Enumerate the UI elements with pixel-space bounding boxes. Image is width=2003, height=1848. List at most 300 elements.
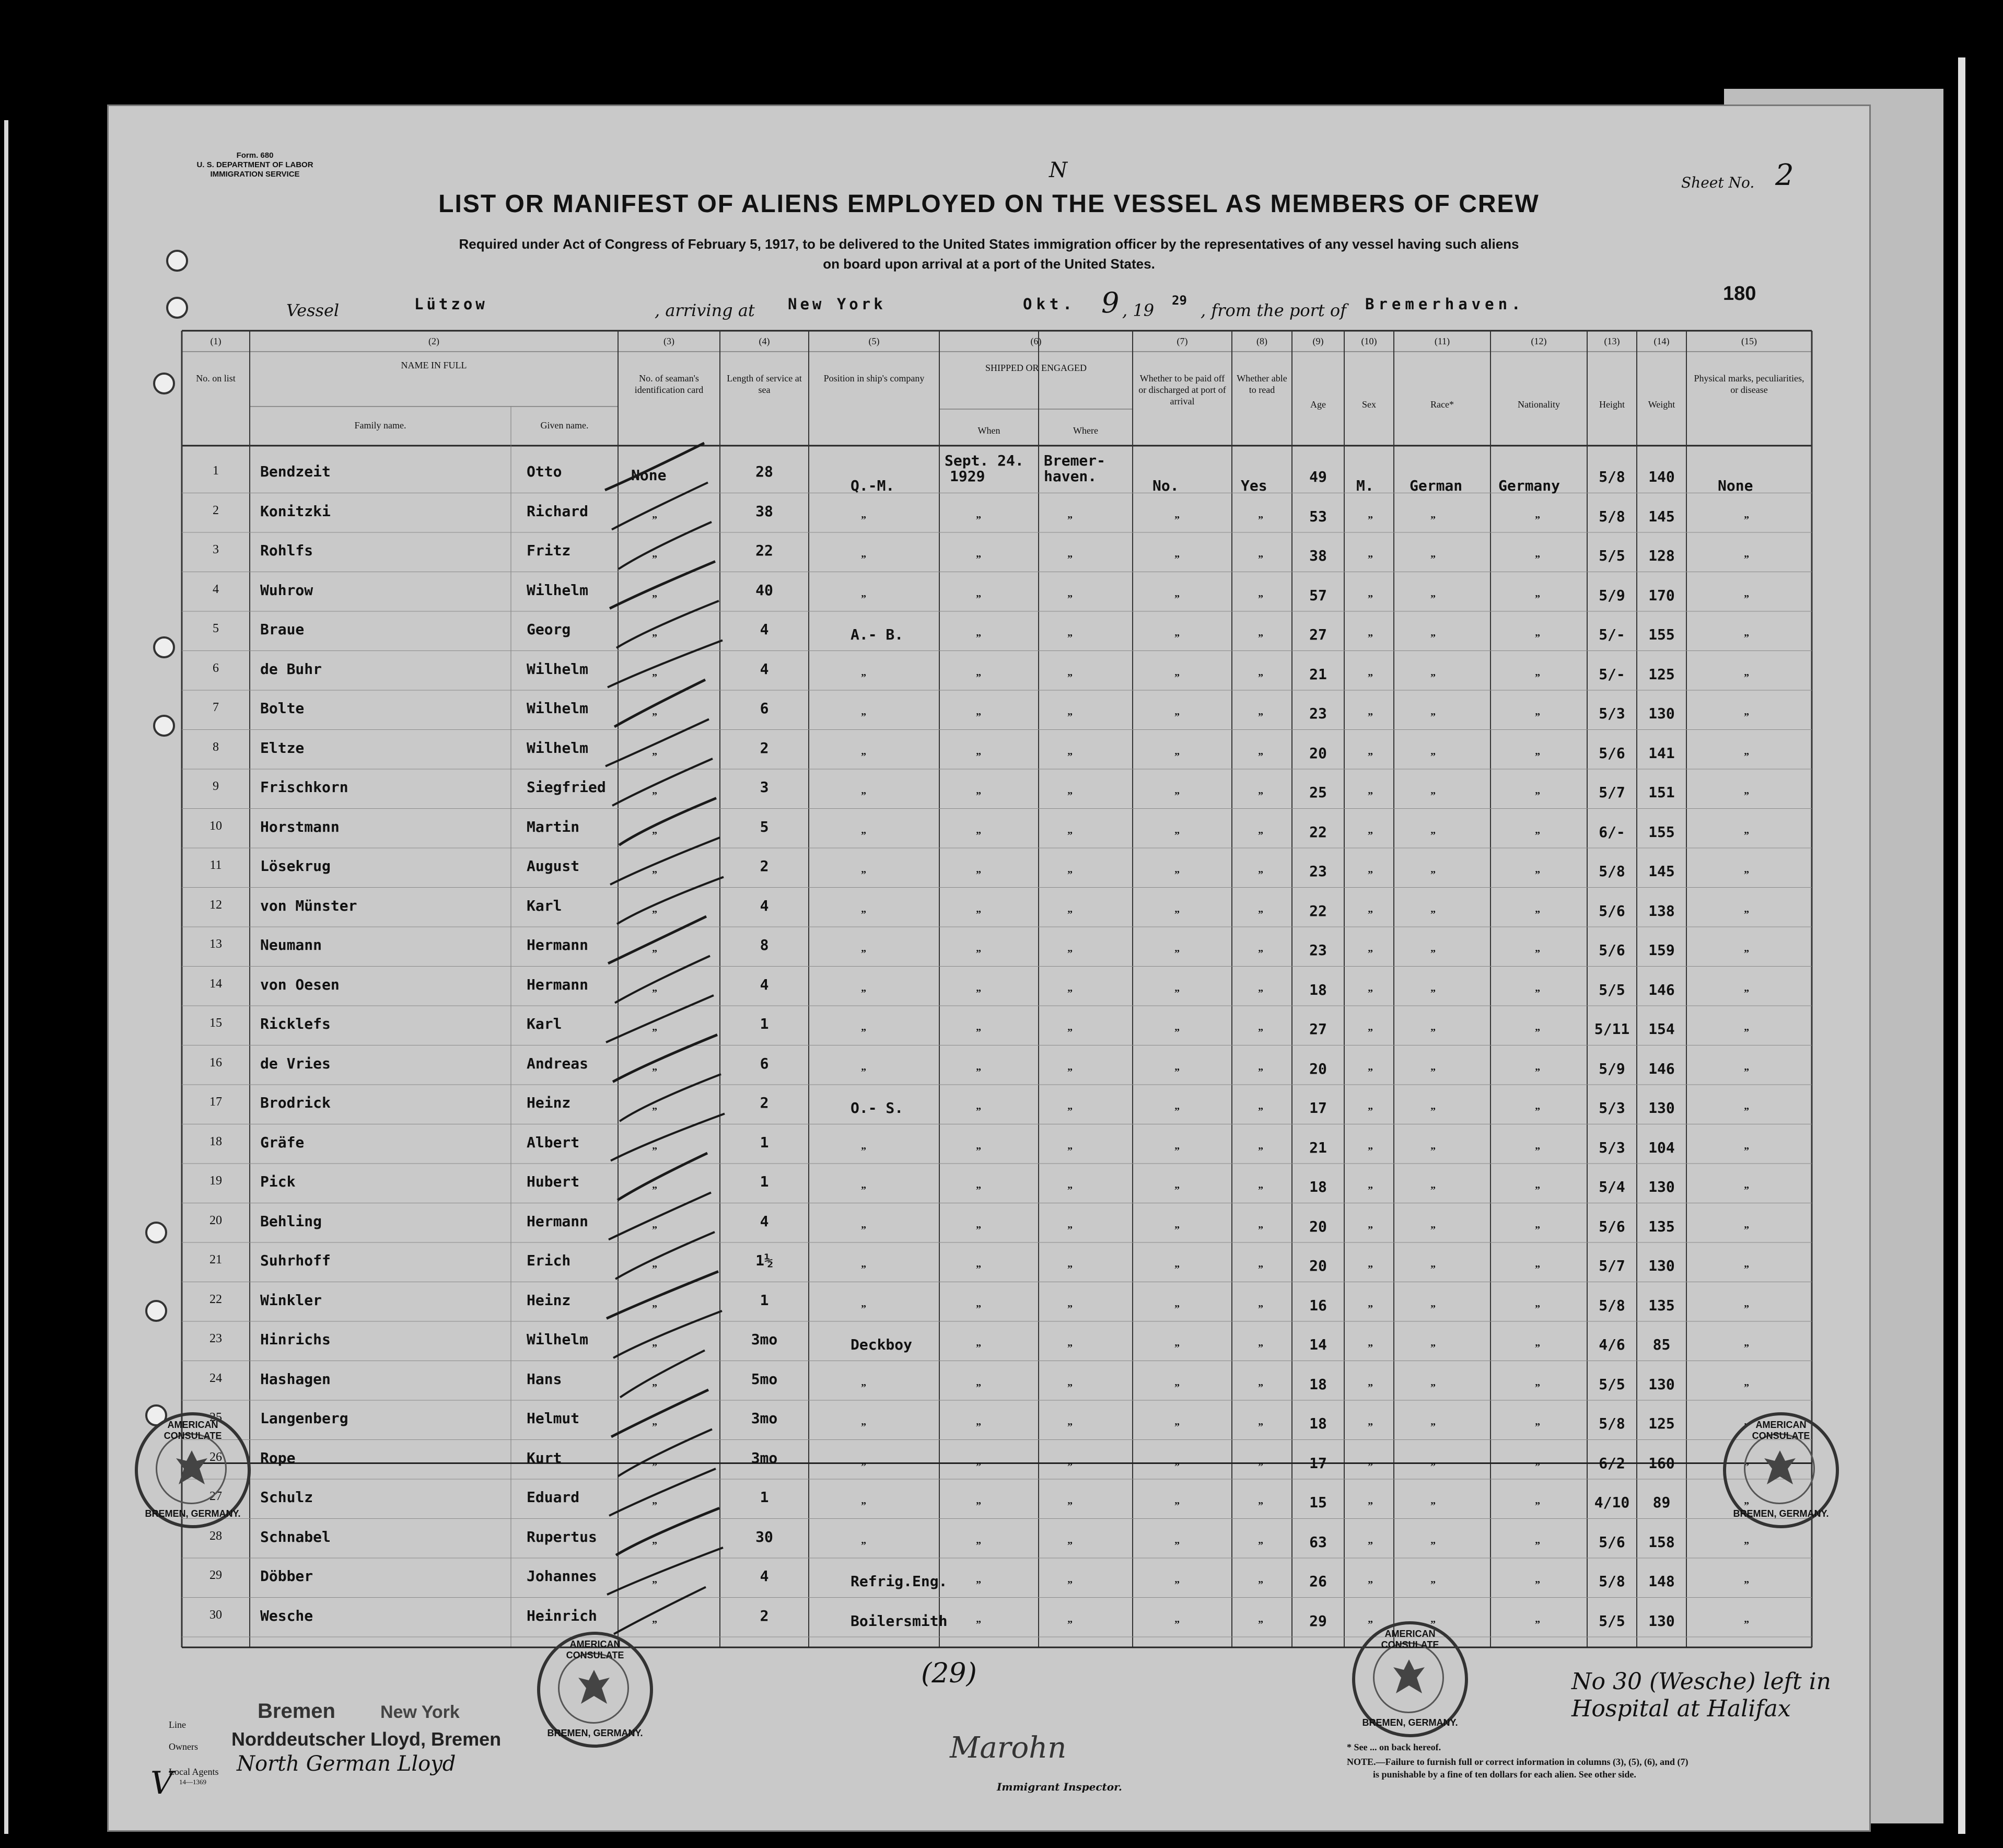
- ditto-mark: ”: [1174, 671, 1180, 683]
- age: 53: [1309, 507, 1327, 525]
- column-header: Height: [1599, 399, 1625, 410]
- ditto-mark: ”: [1174, 553, 1180, 565]
- ditto-mark: ”: [1258, 750, 1263, 762]
- check-stroke: [614, 680, 705, 727]
- ditto-mark: ”: [652, 553, 657, 565]
- ditto-mark: ”: [1535, 1224, 1540, 1236]
- ditto-mark: ”: [976, 1184, 981, 1196]
- ditto-mark: ”: [1368, 553, 1373, 565]
- ditto-mark: ”: [1430, 1381, 1436, 1393]
- family-name: Ricklefs: [260, 1015, 331, 1032]
- weight: 145: [1648, 863, 1675, 880]
- age: 49: [1309, 468, 1327, 485]
- ditto-mark: ”: [1067, 671, 1073, 683]
- ditto-mark: ”: [1368, 1303, 1373, 1315]
- shipped-where-subheader: Where: [1073, 425, 1098, 436]
- ditto-mark: ”: [976, 1027, 981, 1038]
- ditto-mark: ”: [976, 948, 981, 959]
- given-name: Helmut: [527, 1410, 580, 1427]
- ditto-mark: ”: [1174, 1224, 1180, 1236]
- consulate-stamp: [1352, 1618, 1468, 1737]
- ditto-mark: ”: [1067, 632, 1073, 644]
- family-name: Hinrichs: [260, 1331, 331, 1348]
- row-number: 3: [213, 543, 219, 556]
- ditto-mark: ”: [1174, 790, 1180, 801]
- ditto-mark: ”: [1430, 1460, 1436, 1472]
- ditto-mark: ”: [1744, 514, 1749, 526]
- ditto-mark: ”: [1535, 632, 1540, 644]
- ditto-mark: ”: [976, 1579, 981, 1590]
- age: 17: [1309, 1454, 1327, 1472]
- column-header: Position in ship's company: [823, 373, 925, 383]
- ditto-mark: ”: [1368, 750, 1373, 762]
- ditto-mark: ”: [861, 1224, 866, 1236]
- given-name: Erich: [527, 1252, 571, 1269]
- ditto-mark: ”: [1368, 1539, 1373, 1551]
- ditto-mark: ”: [1174, 592, 1180, 605]
- age: 63: [1309, 1533, 1327, 1551]
- ditto-mark: ”: [1067, 1066, 1073, 1078]
- given-name: Karl: [527, 897, 562, 914]
- ditto-mark: ”: [861, 671, 866, 683]
- stamp-top-text: AMERICAN CONSULATE: [566, 1639, 624, 1660]
- ditto-mark: ”: [976, 514, 981, 526]
- manifest-sheet: [107, 104, 1871, 1832]
- ditto-mark: ”: [1368, 869, 1373, 880]
- ditto-mark: ”: [1744, 592, 1749, 605]
- age: 21: [1309, 665, 1327, 683]
- given-name: August: [527, 857, 580, 875]
- height: 5/5: [1599, 981, 1625, 998]
- ditto-mark: ”: [1535, 1618, 1540, 1630]
- height: 5/6: [1599, 902, 1625, 920]
- ditto-mark: ”: [1535, 1184, 1540, 1196]
- row-number: 17: [209, 1095, 222, 1109]
- check-stroke: [611, 1390, 708, 1437]
- ditto-mark: ”: [861, 869, 866, 880]
- height: 5/5: [1599, 547, 1625, 564]
- ditto-mark: ”: [1174, 1263, 1180, 1275]
- height: 5/6: [1599, 1533, 1625, 1551]
- check-marks-overlay: [109, 106, 1869, 1830]
- ditto-mark: ”: [1258, 514, 1263, 526]
- length-of-service: 2: [760, 739, 769, 757]
- ditto-mark: ”: [976, 750, 981, 762]
- ship-position: A.- B.: [851, 626, 904, 643]
- ditto-mark: ”: [1067, 1027, 1073, 1038]
- check-stroke: [619, 798, 716, 845]
- arrival-month: Okt.: [1023, 295, 1076, 313]
- age: 38: [1309, 547, 1327, 564]
- weight: 145: [1648, 507, 1675, 525]
- ditto-mark: ”: [652, 1027, 657, 1038]
- row-number: 15: [209, 1016, 222, 1030]
- given-name: Johannes: [527, 1567, 597, 1585]
- ditto-mark: ”: [861, 790, 866, 801]
- ditto-mark: ”: [1174, 1579, 1180, 1590]
- ditto-mark: ”: [1174, 632, 1180, 644]
- right-edge-strip: [1958, 57, 1965, 1834]
- length-of-service: 2: [760, 1607, 769, 1624]
- family-name: Braue: [260, 621, 305, 638]
- ditto-mark: ”: [1174, 908, 1180, 920]
- column-header: No. on list: [196, 373, 236, 383]
- given-name: Wilhelm: [527, 739, 589, 757]
- ditto-mark: ”: [1368, 632, 1373, 644]
- local-agents-value: North German Lloyd: [237, 1752, 456, 1776]
- ditto-mark: ”: [1174, 1381, 1180, 1393]
- ditto-mark: ”: [1067, 1106, 1073, 1117]
- ditto-mark: ”: [1067, 1145, 1073, 1157]
- weight: 130: [1648, 705, 1675, 722]
- ditto-mark: ”: [861, 711, 866, 723]
- weight: 154: [1648, 1020, 1675, 1038]
- family-name: Suhrhoff: [260, 1252, 331, 1269]
- stamp-bottom-text: BREMEN, GERMANY.: [1733, 1508, 1829, 1519]
- ditto-mark: ”: [1535, 1066, 1540, 1078]
- ditto-mark: ”: [1258, 1184, 1263, 1196]
- ditto-mark: ”: [1744, 671, 1749, 683]
- ditto-mark: ”: [1067, 869, 1073, 880]
- age: 25: [1309, 784, 1327, 801]
- ditto-mark: ”: [976, 1066, 981, 1078]
- ship-position: Deckboy: [851, 1336, 913, 1353]
- eagle-seal-icon: [576, 1667, 612, 1709]
- ditto-mark: ”: [1258, 1460, 1263, 1472]
- weight: 158: [1648, 1533, 1675, 1551]
- ditto-mark: ”: [861, 987, 866, 999]
- ditto-mark: ”: [1258, 553, 1263, 565]
- ditto-mark: ”: [861, 948, 866, 959]
- row-number: 28: [209, 1529, 222, 1543]
- ship-position: O.- S.: [851, 1099, 904, 1117]
- stamp-bottom-text: BREMEN, GERMANY.: [1362, 1717, 1458, 1728]
- ditto-mark: ”: [652, 1500, 657, 1512]
- length-of-service: 38: [755, 502, 773, 520]
- family-name: Pick: [260, 1173, 296, 1190]
- shipped-where-row1-line1: Bremer-: [1044, 452, 1106, 469]
- consulate-stamp: [1723, 1412, 1839, 1528]
- length-of-service: 3mo: [751, 1331, 778, 1348]
- ditto-mark: ”: [976, 1500, 981, 1512]
- column-number: (15): [1741, 336, 1757, 346]
- sheet-number: 2: [1775, 158, 1794, 192]
- ditto-mark: ”: [1744, 1539, 1749, 1551]
- ditto-mark: ”: [1174, 750, 1180, 762]
- ditto-mark: ”: [861, 1381, 866, 1393]
- ditto-mark: ”: [1368, 829, 1373, 841]
- stamp-top-text: AMERICAN CONSULATE: [164, 1420, 222, 1441]
- row-number: 22: [209, 1292, 222, 1306]
- ditto-mark: ”: [1067, 1303, 1073, 1315]
- length-of-service: 22: [755, 542, 773, 559]
- ditto-mark: ”: [1174, 514, 1180, 526]
- row-number: 19: [209, 1174, 222, 1188]
- penalty-note-line-1: NOTE.—Failure to furnish full or correct information in columns (3), (5), (6), and (7): [1347, 1757, 1688, 1767]
- age: 18: [1309, 1178, 1327, 1195]
- ditto-mark: ”: [652, 987, 657, 999]
- ditto-mark: ”: [1368, 1460, 1373, 1472]
- weight: 130: [1648, 1257, 1675, 1274]
- weight: 130: [1648, 1375, 1675, 1393]
- age: 27: [1309, 1020, 1327, 1038]
- length-of-service: 3mo: [751, 1449, 778, 1467]
- height: 5/-: [1599, 665, 1625, 683]
- family-name: Döbber: [260, 1567, 313, 1585]
- ditto-mark: ”: [652, 829, 657, 841]
- height: 5/6: [1599, 942, 1625, 959]
- column-number: (2): [428, 336, 439, 346]
- ditto-mark: ”: [976, 1145, 981, 1157]
- ditto-mark: ”: [1535, 1263, 1540, 1275]
- length-of-service: 4: [760, 975, 769, 993]
- family-name: Lösekrug: [260, 857, 331, 875]
- ditto-mark: ”: [1067, 1184, 1073, 1196]
- height: 5/8: [1599, 507, 1625, 525]
- age: 20: [1309, 1060, 1327, 1077]
- height: 5/3: [1599, 1099, 1625, 1117]
- ditto-mark: ”: [1744, 908, 1749, 920]
- check-stroke: [615, 1232, 715, 1279]
- ditto-mark: ”: [976, 1106, 981, 1117]
- shipped-when-row1-line2: 1929: [950, 468, 985, 485]
- weight: 140: [1648, 468, 1675, 485]
- ditto-mark: ”: [1368, 1106, 1373, 1117]
- family-name: Wuhrow: [260, 581, 313, 599]
- ditto-mark: ”: [1258, 1381, 1263, 1393]
- ditto-mark: ”: [652, 514, 657, 526]
- length-of-service: 5mo: [751, 1370, 778, 1388]
- weight: 130: [1648, 1612, 1675, 1630]
- ditto-mark: ”: [976, 869, 981, 880]
- ditto-mark: ”: [1430, 908, 1436, 920]
- ditto-mark: ”: [1744, 1106, 1749, 1117]
- given-name: Otto: [527, 463, 562, 480]
- ditto-mark: ”: [1430, 1224, 1436, 1236]
- ditto-mark: ”: [1744, 1500, 1749, 1512]
- age: 18: [1309, 1415, 1327, 1432]
- family-name: von Münster: [260, 897, 357, 914]
- check-stroke: [613, 1311, 722, 1358]
- ditto-mark: ”: [1744, 1381, 1749, 1393]
- ditto-mark: ”: [976, 711, 981, 723]
- ditto-mark: ”: [976, 987, 981, 999]
- row-number: 7: [213, 701, 219, 714]
- column-number: (13): [1604, 336, 1620, 346]
- ditto-mark: ”: [652, 1381, 657, 1393]
- check-stroke: [616, 601, 719, 648]
- given-name: Wilhelm: [527, 581, 589, 599]
- length-of-service: 1: [760, 1291, 769, 1309]
- length-of-service: 1: [760, 1489, 769, 1506]
- eagle-seal-icon: [1762, 1448, 1798, 1490]
- ditto-mark: ”: [1430, 1263, 1436, 1275]
- row-number: 10: [209, 819, 222, 833]
- length-of-service: 4: [760, 621, 769, 638]
- ditto-mark: ”: [1430, 1066, 1436, 1078]
- ditto-mark: ”: [1368, 671, 1373, 683]
- weight: 138: [1648, 902, 1675, 920]
- ditto-mark: ”: [652, 1539, 657, 1551]
- ditto-mark: ”: [1535, 514, 1540, 526]
- subtitle-line-2: on board upon arrival at a port of the United States.: [823, 256, 1155, 272]
- row-number: 9: [213, 780, 219, 793]
- ditto-mark: ”: [1258, 1027, 1263, 1038]
- inspector-signature: Marohn: [950, 1731, 1067, 1765]
- ditto-mark: ”: [1430, 1303, 1436, 1315]
- ditto-mark: ”: [1368, 908, 1373, 920]
- ditto-mark: ”: [861, 829, 866, 841]
- ditto-mark: ”: [1067, 1460, 1073, 1472]
- vessel-label: Vessel: [286, 300, 340, 320]
- ditto-mark: ”: [976, 553, 981, 565]
- shipped-when-row1-line1: Sept. 24.: [945, 452, 1024, 469]
- ditto-mark: ”: [1174, 1303, 1180, 1315]
- ditto-mark: ”: [652, 1618, 657, 1630]
- age: 57: [1309, 586, 1327, 604]
- ditto-mark: ”: [652, 869, 657, 880]
- row-number: 8: [213, 740, 219, 754]
- family-name: Neumann: [260, 936, 322, 954]
- ditto-mark: ”: [1174, 1145, 1180, 1157]
- ship-position: Refrig.Eng.: [851, 1573, 948, 1590]
- check-stroke: [612, 759, 713, 806]
- ditto-mark: ”: [1744, 750, 1749, 762]
- ditto-mark: ”: [652, 592, 657, 605]
- ditto-mark: ”: [1430, 987, 1436, 999]
- owners-value: Norddeutscher Lloyd, Bremen: [231, 1728, 502, 1750]
- family-name: Horstmann: [260, 818, 340, 835]
- ditto-mark: ”: [1174, 1066, 1180, 1078]
- ditto-mark: ”: [1174, 1342, 1180, 1354]
- age: 16: [1309, 1296, 1327, 1314]
- given-name: Hubert: [527, 1173, 580, 1190]
- ditto-mark: ”: [1535, 1381, 1540, 1393]
- length-of-service: 8: [760, 936, 769, 954]
- ditto-mark: ”: [861, 514, 866, 526]
- ditto-mark: ”: [1258, 869, 1263, 880]
- given-name: Georg: [527, 621, 571, 638]
- ditto-mark: ”: [652, 790, 657, 801]
- ditto-mark: ”: [1430, 671, 1436, 683]
- ditto-mark: ”: [1535, 908, 1540, 920]
- age: 15: [1309, 1494, 1327, 1511]
- column-number: (4): [759, 336, 770, 346]
- shipped-when-subheader: When: [977, 425, 1000, 436]
- ditto-mark: ”: [1067, 829, 1073, 841]
- given-name: Richard: [527, 502, 589, 520]
- length-of-service: 6: [760, 700, 769, 717]
- weight: 89: [1652, 1494, 1671, 1511]
- ditto-mark: ”: [976, 1539, 981, 1551]
- ditto-mark: ”: [652, 1184, 657, 1196]
- ditto-mark: ”: [861, 750, 866, 762]
- ditto-mark: ”: [1258, 1342, 1263, 1354]
- ditto-mark: ”: [652, 1303, 657, 1315]
- ditto-mark: ”: [1258, 1539, 1263, 1551]
- ditto-mark: ”: [1174, 1027, 1180, 1038]
- age: 20: [1309, 1217, 1327, 1235]
- ditto-mark: ”: [1430, 829, 1436, 841]
- column-number: (10): [1361, 336, 1377, 346]
- row-number: 12: [209, 898, 222, 912]
- ditto-mark: ”: [1430, 1342, 1436, 1354]
- ditto-mark: ”: [1067, 711, 1073, 723]
- ditto-mark: ”: [1258, 1224, 1263, 1236]
- ditto-mark: ”: [1430, 1579, 1436, 1590]
- ditto-mark: ”: [976, 790, 981, 801]
- ditto-mark: ”: [1535, 1027, 1540, 1038]
- given-name: Heinz: [527, 1094, 571, 1111]
- row-number: 1: [213, 464, 219, 478]
- ditto-mark: ”: [1535, 750, 1540, 762]
- age: 22: [1309, 902, 1327, 920]
- ditto-mark: ”: [1535, 790, 1540, 801]
- column-number: (9): [1312, 336, 1324, 346]
- ditto-mark: ”: [1067, 1224, 1073, 1236]
- able-to-read-row1: Yes: [1241, 477, 1267, 494]
- given-name: Hermann: [527, 975, 589, 993]
- check-stroke: [618, 1153, 707, 1200]
- ditto-mark: ”: [1368, 711, 1373, 723]
- column-number: (11): [1434, 336, 1450, 346]
- ditto-mark: ”: [1535, 671, 1540, 683]
- ditto-mark: ”: [1744, 1263, 1749, 1275]
- sheet-label: Sheet No.: [1681, 174, 1755, 191]
- ditto-mark: ”: [1535, 1500, 1540, 1512]
- family-name: Bolte: [260, 700, 305, 717]
- arriving-label: , arriving at: [655, 300, 755, 320]
- weight: 151: [1648, 784, 1675, 801]
- age: 23: [1309, 863, 1327, 880]
- height: 5/11: [1594, 1020, 1630, 1038]
- column-number: (5): [868, 336, 880, 346]
- ditto-mark: ”: [1174, 711, 1180, 723]
- weight: 155: [1648, 823, 1675, 841]
- ditto-mark: ”: [1744, 632, 1749, 644]
- ditto-mark: ”: [652, 1579, 657, 1590]
- ditto-mark: ”: [1067, 948, 1073, 959]
- given-name-subheader: Given name.: [540, 420, 589, 431]
- height: 5/7: [1599, 1257, 1625, 1274]
- row-number: 6: [213, 661, 219, 675]
- ditto-mark: ”: [1368, 1579, 1373, 1590]
- family-name: Hashagen: [260, 1370, 331, 1388]
- height: 4/10: [1594, 1494, 1630, 1511]
- ditto-mark: ”: [1430, 1184, 1436, 1196]
- ditto-mark: ”: [1368, 1421, 1373, 1433]
- ditto-mark: ”: [861, 592, 866, 605]
- page-title: LIST OR MANIFEST OF ALIENS EMPLOYED ON THE VESSEL AS MEMBERS OF CREW: [438, 190, 1540, 218]
- check-stroke: [612, 483, 708, 530]
- given-name: Albert: [527, 1133, 580, 1151]
- height: 5/9: [1599, 1060, 1625, 1077]
- position-row1: Q.-M.: [851, 477, 895, 494]
- ditto-mark: ”: [976, 1421, 981, 1433]
- line-value-destination: New York: [380, 1702, 460, 1722]
- row-number: 4: [213, 582, 219, 596]
- weight: 128: [1648, 547, 1675, 564]
- height: 4/6: [1599, 1336, 1625, 1353]
- departure-port: Bremerhaven.: [1365, 295, 1525, 313]
- ditto-mark: ”: [1744, 1066, 1749, 1078]
- column-header: Age: [1310, 399, 1326, 410]
- owners-label: Owners: [169, 1741, 198, 1752]
- row-number: 11: [209, 858, 222, 872]
- family-name-subheader: Family name.: [354, 420, 406, 431]
- ditto-mark: ”: [861, 553, 866, 565]
- ditto-mark: ”: [1535, 987, 1540, 999]
